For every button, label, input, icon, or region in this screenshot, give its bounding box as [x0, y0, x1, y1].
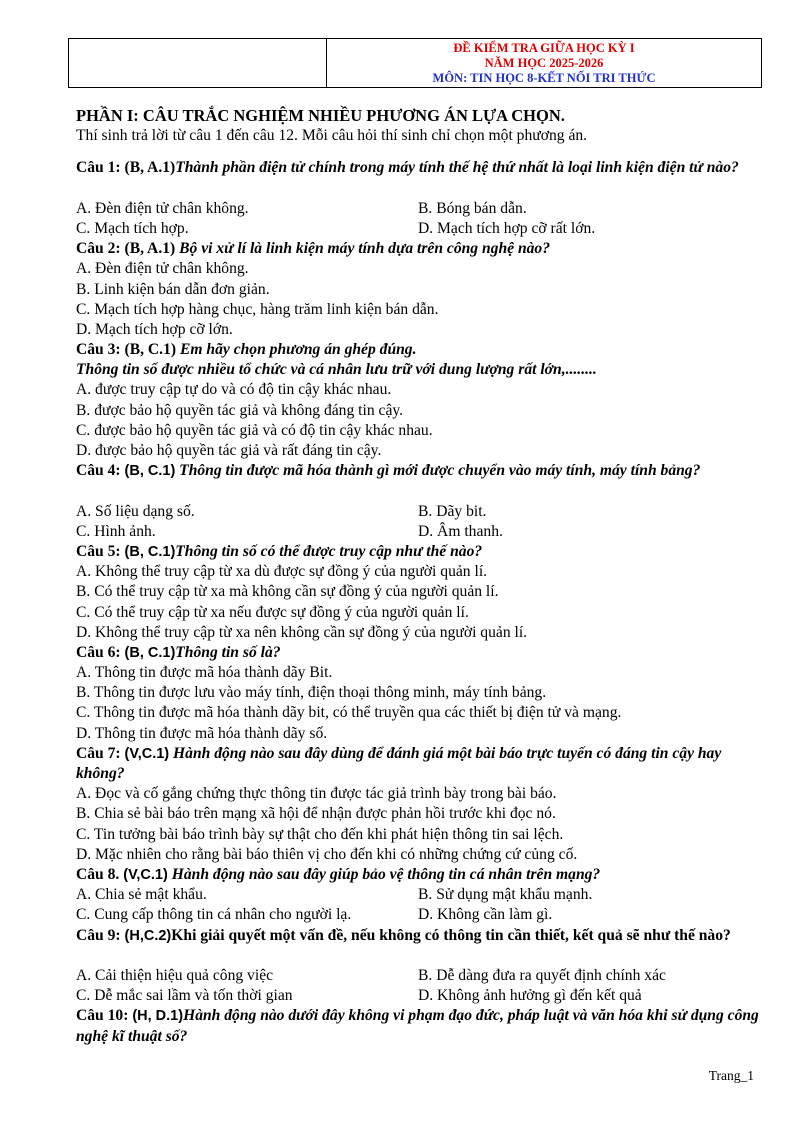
exam-title: ĐỀ KIỂM TRA GIỮA HỌC KỲ I	[453, 41, 635, 55]
option-d: D. Thông tin được mã hóa thành dãy số.	[76, 724, 328, 742]
option-a: A. Thông tin được mã hóa thành dãy Bit.	[76, 664, 333, 682]
question-code: (V,C.1)	[123, 866, 168, 883]
question-label: Câu 3:	[76, 341, 125, 359]
option-a: A. được truy cập tự do và có độ tin cậy khác nhau.	[76, 381, 392, 399]
question-text: Hành động nào sau đây dùng để đánh giá một bài báo trực tuyến có đáng tin cậy hay không?	[76, 744, 722, 783]
option-a: A. Đọc và cố gắng chứng thực thông tin được tác giả trình bày trong bài báo.	[76, 785, 557, 803]
question-code: (B, A.1)	[124, 159, 176, 177]
question-code: (H,C.2)	[124, 927, 172, 944]
question-label: Câu 4:	[76, 462, 125, 480]
option-c: C. được bảo hộ quyền tác giả và có độ tin cậy khác nhau.	[76, 421, 433, 439]
question-4	[76, 461, 762, 542]
option-a: A. Không thể truy cập từ xa dù được sự đồng ý của người quản lí.	[76, 563, 488, 581]
question-label: Câu 5:	[76, 542, 125, 560]
question-label: Câu 1:	[76, 159, 125, 177]
header-exam-cell	[327, 39, 762, 88]
option-a: A. Số liệu dạng số.	[76, 502, 195, 520]
option-d: D. Mạch tích hợp cỡ rất lớn.	[418, 219, 596, 237]
question-8	[76, 865, 762, 926]
option-b: B. Bóng bán dẫn.	[418, 199, 527, 217]
question-text: Bộ vi xử lí là linh kiện máy tính dựa trên công nghệ nào?	[175, 240, 551, 258]
question-label: Câu 9:	[76, 926, 125, 944]
option-d: D. Không cần làm gì.	[418, 906, 553, 924]
section-title: PHẦN I: CÂU TRẮC NGHIỆM NHIỀU PHƯƠNG ÁN LỰA CHỌN.	[76, 106, 565, 125]
exam-content	[76, 106, 762, 1047]
question-stem: Thông tin số được nhiều tổ chức và cá nhân lưu trữ với dung lượng rất lớn,........	[76, 361, 597, 379]
option-b: B. Chia sẻ bài báo trên mạng xã hội để nhận được phản hồi trước khi đọc nó.	[76, 805, 556, 823]
option-b: B. Thông tin được lưu vào máy tính, điện thoại thông minh, máy tính bảng.	[76, 684, 547, 702]
option-a: A. Cải thiện hiệu quả công việc	[76, 966, 274, 984]
question-text: Hành động nào sau đây giúp bảo vệ thông tin cá nhân trên mạng?	[167, 865, 601, 883]
question-10	[76, 1006, 762, 1046]
question-7	[76, 744, 762, 865]
question-text: Thông tin số có thể được truy cập như thế nào?	[175, 542, 483, 560]
option-c: C. Thông tin được mã hóa thành dãy bit, có thể truyền qua các thiết bị điện tử và mạng.	[76, 704, 622, 722]
option-c: C. Mạch tích hợp.	[76, 219, 189, 237]
question-code: (V,C.1)	[124, 745, 170, 762]
question-code: (B, A.1)	[124, 240, 176, 258]
option-d: D. Mạch tích hợp cỡ lớn.	[76, 320, 233, 338]
school-year: NĂM HỌC 2025-2026	[484, 56, 604, 70]
question-code: (B, C.1)	[124, 543, 176, 560]
option-b: B. Có thể truy cập từ xa mà không cần sự đồng ý của người quản lí.	[76, 583, 499, 601]
question-6	[76, 643, 762, 744]
question-label: Câu 10:	[76, 1007, 133, 1025]
question-5	[76, 542, 762, 643]
question-text: Hành động nào dưới đây không vi phạm đạo đức, pháp luật và văn hóa khi sử dụng công nghệ kĩ thuật số?	[76, 1007, 759, 1045]
option-c: C. Tin tưởng bài báo trình bày sự thật cho đến khi phát hiện thông tin sai lệch.	[76, 825, 564, 843]
question-code: (B, C.1)	[124, 644, 176, 661]
question-9	[76, 926, 762, 1007]
section-instruction: Thí sinh trả lời từ câu 1 đến câu 12. Mỗi câu hỏi thí sinh chỉ chọn một phương án.	[76, 127, 588, 145]
header-school-cell	[69, 39, 327, 88]
question-code: (B, C.1)	[124, 463, 176, 480]
question-label: Câu 6:	[76, 643, 125, 661]
option-c: C. Hình ảnh.	[76, 522, 156, 540]
question-1	[76, 158, 762, 239]
question-text: Khi giải quyết một vấn đề, nếu không có thông tin cần thiết, kết quả sẽ như thế nào?	[171, 926, 731, 944]
option-b: B. Linh kiện bán dẫn đơn giản.	[76, 280, 270, 298]
question-label: Câu 8.	[76, 865, 124, 883]
option-d: D. được bảo hộ quyền tác giả và rất đáng tin cậy.	[76, 442, 382, 460]
option-b: B. được bảo hộ quyền tác giả và không đáng tin cậy.	[76, 401, 404, 419]
option-a: A. Đèn điện tử chân không.	[76, 260, 249, 278]
option-d: D. Mặc nhiên cho rằng bài báo thiên vị cho đến khi có những chứng cứ củng cố.	[76, 845, 578, 863]
option-b: B. Dãy bit.	[418, 502, 487, 520]
question-3	[76, 340, 762, 461]
question-text: Em hãy chọn phương án ghép đúng.	[176, 341, 417, 359]
question-code: (B, C.1)	[124, 341, 177, 359]
option-b: B. Sử dụng mật khẩu mạnh.	[418, 886, 593, 904]
option-c: C. Cung cấp thông tin cá nhân cho người lạ.	[76, 906, 352, 924]
page-number: Trang_1	[708, 1068, 754, 1083]
subject: MÔN: TIN HỌC 8-KẾT NỐI TRI THỨC	[432, 71, 656, 85]
option-d: D. Âm thanh.	[418, 522, 503, 540]
question-label: Câu 7:	[76, 744, 125, 762]
option-c: C. Mạch tích hợp hàng chục, hàng trăm linh kiện bán dẫn.	[76, 300, 439, 318]
question-label: Câu 2:	[76, 240, 125, 258]
option-d: D. Không thể truy cập từ xa nên không cần sự đồng ý của người quản lí.	[76, 623, 528, 641]
option-b: B. Dễ dàng đưa ra quyết định chính xác	[418, 966, 666, 984]
question-code: (H, D.1)	[132, 1008, 184, 1025]
option-c: C. Dễ mắc sai lầm và tốn thời gian	[76, 987, 293, 1005]
question-text: Thông tin được mã hóa thành gì mới được chuyển vào máy tính, máy tính bảng?	[175, 462, 701, 480]
question-text: Thông tin số là?	[175, 643, 281, 661]
option-c: C. Có thể truy cập từ xa nếu được sự đồng ý của người quản lí.	[76, 603, 469, 621]
question-2	[76, 239, 762, 340]
header-table	[68, 38, 762, 88]
option-a: A. Đèn điện tử chân không.	[76, 199, 249, 217]
option-a: A. Chia sẻ mật khẩu.	[76, 886, 207, 904]
question-text: Thành phần điện tử chính trong máy tính thế hệ thứ nhất là loại linh kiện điện tử nào?	[175, 159, 739, 177]
option-d: D. Không ảnh hưởng gì đến kết quả	[418, 987, 642, 1005]
